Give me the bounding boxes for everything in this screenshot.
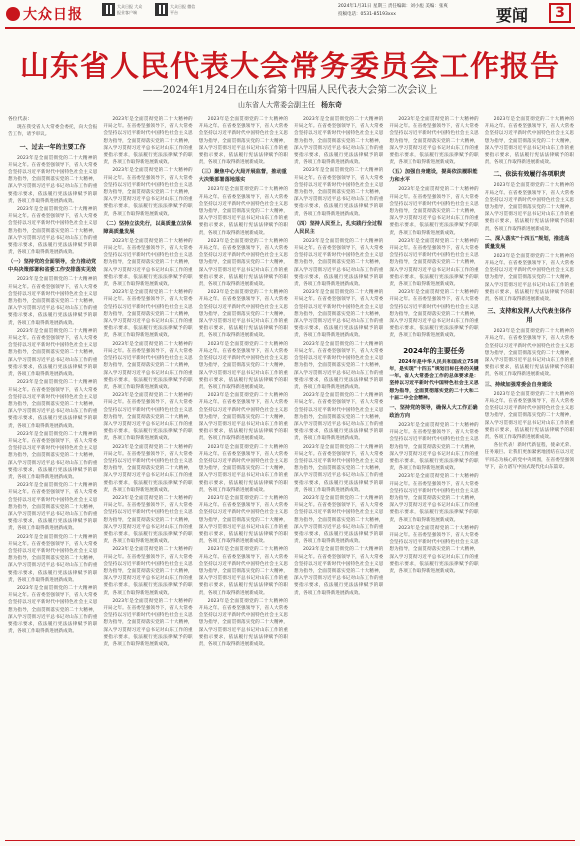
body-paragraph: 2023年是全面贯彻党的二十大精神的开局之年。在省委坚强领导下，省人大常委会坚持以习近平新时代中国特色社会主义思想为指导，全面贯彻落实党的二十大精神，深入学习贯彻习近平总书记对山东工作的重要指示要求，依法履行宪法法律赋予的职责，各项工作取得新进展新成效。 — [103, 444, 193, 493]
byline-name: 杨东奇 — [321, 101, 342, 109]
body-paragraph: 2023年是全面贯彻党的二十大精神的开局之年。在省委坚强领导下，省人大常委会坚持以习近平新时代中国特色社会主义思想为指导，全面贯彻落实党的二十大精神，深入学习贯彻习近平总书记对山东工作的重要指示要求，依法履行宪法法律赋予的职责，各项工作取得新进展新成效。 — [8, 155, 98, 204]
body-paragraph: 2023年是全面贯彻党的二十大精神的开局之年。在省委坚强领导下，省人大常委会坚持以习近平新时代中国特色社会主义思想为指导，全面贯彻落实党的二十大精神，深入学习贯彻习近平总书记对山东工作的重要指示要求，依法履行宪法法律赋予的职责，各项工作取得新进展新成效。 — [294, 290, 384, 339]
subsection-heading: 一、坚持党的领导，确保人大工作正确政治方向 — [389, 404, 478, 419]
subsection-heading: （一）坚持党的全面领导，全力推动党中央决策部署和省委工作安排落实见效 — [8, 259, 97, 274]
bottom-rule — [5, 840, 575, 841]
body-paragraph: 2023年是全面贯彻党的二十大精神的开局之年。在省委坚强领导下，省人大常委会坚持以习近平新时代中国特色社会主义思想为指导，全面贯彻落实党的二十大精神，深入学习贯彻习近平总书记对山东工作的重要指示要求，依法履行宪法法律赋予的职责，各项工作取得新进展新成效。 — [8, 534, 98, 583]
body-paragraph: 2023年是全面贯彻党的二十大精神的开局之年。在省委坚强领导下，省人大常委会坚持以习近平新时代中国特色社会主义思想为指导，全面贯彻落实党的二十大精神，深入学习贯彻习近平总书记对山东工作的重要指示要求，依法履行宪法法律赋予的职责，各项工作取得新进展新成效。 — [103, 168, 193, 217]
subsection-heading: （三）聚焦中心大局开展监督，推动重大决策部署落地落实 — [198, 169, 287, 184]
intro-paragraph: 现在我受省人大常委会委托，向大会报告工作，请予审议。 — [8, 125, 98, 138]
byline-role: 山东省人大常委会副主任 — [238, 101, 315, 109]
section-heading: 二、依法有效履行各项职责 — [493, 171, 566, 179]
body-paragraph: 2023年是全面贯彻党的二十大精神的开局之年。在省委坚强领导下，省人大常委会坚持以习近平新时代中国特色社会主义思想为指导，全面贯彻落实党的二十大精神，深入学习贯彻习近平总书记对山东工作的重要指示要求，依法履行宪法法律赋予的职责，各项工作取得新进展新成效。 — [8, 585, 98, 635]
article-column-5 — [389, 116, 478, 838]
body-paragraph: 2023年是全面贯彻党的二十大精神的开局之年。在省委坚强领导下，省人大常委会坚持以习近平新时代中国特色社会主义思想为指导，全面贯彻落实党的二十大精神，深入学习贯彻习近平总书记对山东工作的重要指示要求，依法履行宪法法律赋予的职责，各项工作取得新进展新成效。 — [389, 238, 479, 288]
app-promo-client — [102, 3, 143, 16]
body-paragraph: 2023年是全面贯彻党的二十大精神的开局之年。在省委坚强领导下，省人大常委会坚持以习近平新时代中国特色社会主义思想为指导，全面贯彻落实党的二十大精神，深入学习贯彻习近平总书记对山东工作的重要指示要求，依法履行宪法法律赋予的职责，各项工作取得新进展新成效。 — [484, 391, 574, 440]
body-paragraph: 2023年是全面贯彻党的二十大精神的开局之年。在省委坚强领导下，省人大常委会坚持以习近平新时代中国特色社会主义思想为指导，全面贯彻落实党的二十大精神，深入学习贯彻习近平总书记对山东工作的重要指示要求，依法履行宪法法律赋予的职责，各项工作取得新进展新成效。 — [198, 117, 288, 166]
body-paragraph: 2023年是全面贯彻党的二十大精神的开局之年。在省委坚强领导下，省人大常委会坚持以习近平新时代中国特色社会主义思想为指导，全面贯彻落实党的二十大精神，深入学习贯彻习近平总书记对山东工作的重要指示要求，依法履行宪法法律赋予的职责，各项工作取得新进展新成效。 — [389, 290, 479, 339]
body-paragraph: 2023年是全面贯彻党的二十大精神的开局之年。在省委坚强领导下，省人大常委会坚持以习近平新时代中国特色社会主义思想为指导，全面贯彻落实党的二十大精神，深入学习贯彻习近平总书记对山东工作的重要指示要求，依法履行宪法法律赋予的职责，各项工作取得新进展新成效。 — [294, 444, 384, 493]
body-paragraph: 2023年是全面贯彻党的二十大精神的开局之年。在省委坚强领导下，省人大常委会坚持以习近平新时代中国特色社会主义思想为指导，全面贯彻落实党的二十大精神，深入学习贯彻习近平总书记对山东工作的重要指示要求，依法履行宪法法律赋予的职责，各项工作取得新进展新成效。 — [103, 341, 193, 390]
subsection-heading: （五）加强自身建设，提高依法履职能力和水平 — [389, 169, 478, 184]
subsection-heading: 二、深入落实“十四五”规划，推进高质量发展 — [484, 235, 570, 250]
subsection-heading: （四）坚持人民至上，扎实践行全过程人民民主 — [294, 220, 383, 235]
body-paragraph: 2023年是全面贯彻党的二十大精神的开局之年。在省委坚强领导下，省人大常委会坚持以习近平新时代中国特色社会主义思想为指导，全面贯彻落实党的二十大精神，深入学习贯彻习近平总书记对山东工作的重要指示要求，依法履行宪法法律赋予的职责，各项工作取得新进展新成效。 — [294, 168, 384, 217]
top-rule — [5, 27, 575, 29]
body-paragraph: 2023年是全面贯彻党的二十大精神的开局之年。在省委坚强领导下，省人大常委会坚持以习近平新时代中国特色社会主义思想为指导，全面贯彻落实党的二十大精神，深入学习贯彻习近平总书记对山东工作的重要指示要求，依法履行宪法法律赋予的职责，各项工作取得新进展新成效。 — [294, 238, 384, 288]
body-paragraph: 2023年是全面贯彻党的二十大精神的开局之年。在省委坚强领导下，省人大常委会坚持以习近平新时代中国特色社会主义思想为指导，全面贯彻落实党的二十大精神，深入学习贯彻习近平总书记对山东工作的重要指示要求，依法履行宪法法律赋予的职责，各项工作取得新进展新成效。 — [8, 207, 98, 256]
body-paragraph: 2023年是全面贯彻党的二十大精神的开局之年。在省委坚强领导下，省人大常委会坚持以习近平新时代中国特色社会主义思想为指导，全面贯彻落实党的二十大精神，深入学习贯彻习近平总书记对山东工作的重要指示要求，依法履行宪法法律赋予的职责，各项工作取得新进展新成效。 — [198, 547, 288, 596]
closing-paragraph: 各位代表！新时代新征程，使命光荣、任务艰巨。让我们更加紧密地团结在以习近平同志为核心的党中央周围，在省委坚强领导下，奋力谱写中国式现代化山东篇章。 — [484, 443, 574, 470]
body-paragraph: 2023年是全面贯彻党的二十大精神的开局之年。在省委坚强领导下，省人大常委会坚持以习近平新时代中国特色社会主义思想为指导，全面贯彻落实党的二十大精神，深入学习贯彻习近平总书记对山东工作的重要指示要求，依法履行宪法法律赋予的职责，各项工作取得新进展新成效。 — [484, 329, 574, 378]
body-paragraph: 2023年是全面贯彻党的二十大精神的开局之年。在省委坚强领导下，省人大常委会坚持以习近平新时代中国特色社会主义思想为指导，全面贯彻落实党的二十大精神，深入学习贯彻习近平总书记对山东工作的重要指示要求，依法履行宪法法律赋予的职责，各项工作取得新进展新成效。 — [389, 525, 479, 574]
body-paragraph: 2023年是全面贯彻党的二十大精神的开局之年。在省委坚强领导下，省人大常委会坚持以习近平新时代中国特色社会主义思想为指导，全面贯彻落实党的二十大精神，深入学习贯彻习近平总书记对山东工作的重要指示要求，依法履行宪法法律赋予的职责，各项工作取得新进展新成效。 — [294, 341, 384, 390]
body-paragraph: 2023年是全面贯彻党的二十大精神的开局之年。在省委坚强领导下，省人大常委会坚持以习近平新时代中国特色社会主义思想为指导，全面贯彻落实党的二十大精神，深入学习贯彻习近平总书记对山东工作的重要指示要求，依法履行宪法法律赋予的职责，各项工作取得新进展新成效。 — [294, 117, 384, 166]
body-paragraph: 2023年是全面贯彻党的二十大精神的开局之年。在省委坚强领导下，省人大常委会坚持以习近平新时代中国特色社会主义思想为指导，全面贯彻落实党的二十大精神，深入学习贯彻习近平总书记对山东工作的重要指示要求，依法履行宪法法律赋予的职责，各项工作取得新进展新成效。 — [198, 495, 288, 545]
body-paragraph: 2023年是全面贯彻党的二十大精神的开局之年。在省委坚强领导下，省人大常委会坚持以习近平新时代中国特色社会主义思想为指导，全面贯彻落实党的二十大精神，深入学习贯彻习近平总书记对山东工作的重要指示要求，依法履行宪法法律赋予的职责，各项工作取得新进展新成效。 — [8, 483, 98, 532]
body-paragraph: 2023年是全面贯彻党的二十大精神的开局之年。在省委坚强领导下，省人大常委会坚持以习近平新时代中国特色社会主义思想为指导，全面贯彻落实党的二十大精神，深入学习贯彻习近平总书记对山东工作的重要指示要求，依法履行宪法法律赋予的职责，各项工作取得新进展新成效。 — [198, 238, 288, 288]
logo-seal-icon — [6, 7, 20, 21]
body-paragraph: 2023年是全面贯彻党的二十大精神的开局之年。在省委坚强领导下，省人大常委会坚持以习近平新时代中国特色社会主义思想为指导，全面贯彻落实党的二十大精神，深入学习贯彻习近平总书记对山东工作的重要指示要求，依法履行宪法法律赋予的职责，各项工作取得新进展新成效。 — [103, 495, 193, 545]
qr-code-icon — [155, 3, 168, 16]
body-paragraph: 2023年是全面贯彻党的二十大精神的开局之年。在省委坚强领导下，省人大常委会坚持以习近平新时代中国特色社会主义思想为指导，全面贯彻落实党的二十大精神，深入学习贯彻习近平总书记对山东工作的重要指示要求，依法履行宪法法律赋予的职责，各项工作取得新进展新成效。 — [8, 380, 98, 429]
salutation: 各位代表： — [8, 117, 32, 122]
edition-meta-line2: 投稿电话：0531-85193xxx — [338, 12, 396, 17]
body-paragraph: 2023年是全面贯彻党的二十大精神的开局之年。在省委坚强领导下，省人大常委会坚持以习近平新时代中国特色社会主义思想为指导，全面贯彻落实党的二十大精神，深入学习贯彻习近平总书记对山东工作的重要指示要求，依法履行宪法法律赋予的职责，各项工作取得新进展新成效。 — [484, 117, 574, 166]
section-heading: 一、过去一年的主要工作 — [19, 143, 86, 151]
year-tasks-heading: 2024年的主要任务 — [403, 346, 465, 355]
body-paragraph: 2023年是全面贯彻党的二十大精神的开局之年。在省委坚强领导下，省人大常委会坚持以习近平新时代中国特色社会主义思想为指导，全面贯彻落实党的二十大精神，深入学习贯彻习近平总书记对山东工作的重要指示要求，依法履行宪法法律赋予的职责，各项工作取得新进展新成效。 — [389, 187, 479, 236]
edition-meta-line1: 2024年1月31日 星期三 责任编辑：刘小彪 美编：张爽 — [338, 4, 448, 9]
year-tasks-lead: 2024年是中华人民共和国成立75周年，是实现“十四五”规划目标任务的关键一年。省人大常委会工作的总体要求是：坚持以习近平新时代中国特色社会主义思想为指导，全面贯彻落实党的二十大和二十届二中全会精神。 — [389, 359, 479, 401]
body-paragraph: 2023年是全面贯彻党的二十大精神的开局之年。在省委坚强领导下，省人大常委会坚持以习近平新时代中国特色社会主义思想为指导，全面贯彻落实党的二十大精神，深入学习贯彻习近平总书记对山东工作的重要指示要求，依法履行宪法法律赋予的职责，各项工作取得新进展新成效。 — [198, 341, 288, 390]
body-paragraph: 2023年是全面贯彻党的二十大精神的开局之年。在省委坚强领导下，省人大常委会坚持以习近平新时代中国特色社会主义思想为指导，全面贯彻落实党的二十大精神，深入学习贯彻习近平总书记对山东工作的重要指示要求，依法履行宪法法律赋予的职责，各项工作取得新进展新成效。 — [8, 277, 98, 326]
body-paragraph: 2023年是全面贯彻党的二十大精神的开局之年。在省委坚强领导下，省人大常委会坚持以习近平新时代中国特色社会主义思想为指导，全面贯彻落实党的二十大精神，深入学习贯彻习近平总书记对山东工作的重要指示要求，依法履行宪法法律赋予的职责，各项工作取得新进展新成效。 — [389, 117, 479, 166]
section-label: 要闻 — [496, 6, 529, 25]
body-paragraph: 2023年是全面贯彻党的二十大精神的开局之年。在省委坚强领导下，省人大常委会坚持以习近平新时代中国特色社会主义思想为指导，全面贯彻落实党的二十大精神，深入学习贯彻习近平总书记对山东工作的重要指示要求，依法履行宪法法律赋予的职责，各项工作取得新进展新成效。 — [198, 187, 288, 236]
body-paragraph: 2023年是全面贯彻党的二十大精神的开局之年。在省委坚强领导下，省人大常委会坚持以习近平新时代中国特色社会主义思想为指导，全面贯彻落实党的二十大精神，深入学习贯彻习近平总书记对山东工作的重要指示要求，依法履行宪法法律赋予的职责，各项工作取得新进展新成效。 — [198, 444, 288, 493]
body-paragraph: 2023年是全面贯彻党的二十大精神的开局之年。在省委坚强领导下，省人大常委会坚持以习近平新时代中国特色社会主义思想为指导，全面贯彻落实党的二十大精神，深入学习贯彻习近平总书记对山东工作的重要指示要求，依法履行宪法法律赋予的职责，各项工作取得新进展新成效。 — [198, 290, 288, 339]
edition-meta — [338, 3, 448, 19]
article-body — [8, 116, 574, 838]
app-promo-label: 大众日报 微信平台 — [170, 3, 196, 15]
body-paragraph: 2023年是全面贯彻党的二十大精神的开局之年。在省委坚强领导下，省人大常委会坚持以习近平新时代中国特色社会主义思想为指导，全面贯彻落实党的二十大精神，深入学习贯彻习近平总书记对山东工作的重要指示要求，依法履行宪法法律赋予的职责，各项工作取得新进展新成效。 — [103, 393, 193, 442]
app-promo-label: 大众日报 大众报业客户端 — [117, 3, 143, 15]
body-paragraph: 2023年是全面贯彻党的二十大精神的开局之年。在省委坚强领导下，省人大常委会坚持以习近平新时代中国特色社会主义思想为指导，全面贯彻落实党的二十大精神，深入学习贯彻习近平总书记对山东工作的重要指示要求，依法履行宪法法律赋予的职责，各项工作取得新进展新成效。 — [8, 328, 98, 378]
headline: 山东省人民代表大会常务委员会工作报告 — [19, 49, 560, 83]
body-paragraph: 2023年是全面贯彻党的二十大精神的开局之年。在省委坚强领导下，省人大常委会坚持以习近平新时代中国特色社会主义思想为指导，全面贯彻落实党的二十大精神，深入学习贯彻习近平总书记对山东工作的重要指示要求，依法履行宪法法律赋予的职责，各项工作取得新进展新成效。 — [103, 117, 193, 166]
body-paragraph: 2023年是全面贯彻党的二十大精神的开局之年。在省委坚强领导下，省人大常委会坚持以习近平新时代中国特色社会主义思想为指导，全面贯彻落实党的二十大精神，深入学习贯彻习近平总书记对山东工作的重要指示要求，依法履行宪法法律赋予的职责，各项工作取得新进展新成效。 — [103, 238, 193, 288]
byline — [0, 100, 580, 110]
article-column-6 — [485, 116, 574, 838]
logo-text: 大众日报 — [23, 7, 83, 23]
section-heading: 三、支持和发挥人大代表主体作用 — [487, 308, 572, 325]
body-paragraph: 2023年是全面贯彻党的二十大精神的开局之年。在省委坚强领导下，省人大常委会坚持以习近平新时代中国特色社会主义思想为指导，全面贯彻落实党的二十大精神，深入学习贯彻习近平总书记对山东工作的重要指示要求，依法履行宪法法律赋予的职责，各项工作取得新进展新成效。 — [389, 474, 479, 523]
newspaper-logo — [6, 4, 83, 24]
subheadline: ——2024年1月24日在山东省第十四届人民代表大会第二次会议上 — [142, 85, 438, 96]
body-paragraph: 2023年是全面贯彻党的二十大精神的开局之年。在省委坚强领导下，省人大常委会坚持以习近平新时代中国特色社会主义思想为指导，全面贯彻落实党的二十大精神，深入学习贯彻习近平总书记对山东工作的重要指示要求，依法履行宪法法律赋予的职责，各项工作取得新进展新成效。 — [8, 431, 98, 480]
subsection-heading: （二）坚持立法先行，以高质量立法保障高质量发展 — [103, 220, 192, 235]
app-promo-wechat — [155, 3, 196, 16]
app-promos — [102, 3, 196, 16]
article-column-4 — [294, 116, 383, 838]
body-paragraph: 2023年是全面贯彻党的二十大精神的开局之年。在省委坚强领导下，省人大常委会坚持以习近平新时代中国特色社会主义思想为指导，全面贯彻落实党的二十大精神，深入学习贯彻习近平总书记对山东工作的重要指示要求，依法履行宪法法律赋予的职责，各项工作取得新进展新成效。 — [103, 547, 193, 596]
body-paragraph: 2023年是全面贯彻党的二十大精神的开局之年。在省委坚强领导下，省人大常委会坚持以习近平新时代中国特色社会主义思想为指导，全面贯彻落实党的二十大精神，深入学习贯彻习近平总书记对山东工作的重要指示要求，依法履行宪法法律赋予的职责，各项工作取得新进展新成效。 — [294, 547, 384, 596]
article-column-1 — [8, 116, 97, 838]
body-paragraph: 2023年是全面贯彻党的二十大精神的开局之年。在省委坚强领导下，省人大常委会坚持以习近平新时代中国特色社会主义思想为指导，全面贯彻落实党的二十大精神，深入学习贯彻习近平总书记对山东工作的重要指示要求，依法履行宪法法律赋予的职责，各项工作取得新进展新成效。 — [484, 183, 574, 232]
body-paragraph: 2023年是全面贯彻党的二十大精神的开局之年。在省委坚强领导下，省人大常委会坚持以习近平新时代中国特色社会主义思想为指导，全面贯彻落实党的二十大精神，深入学习贯彻习近平总书记对山东工作的重要指示要求，依法履行宪法法律赋予的职责，各项工作取得新进展新成效。 — [198, 393, 288, 442]
body-paragraph: 2023年是全面贯彻党的二十大精神的开局之年。在省委坚强领导下，省人大常委会坚持以习近平新时代中国特色社会主义思想为指导，全面贯彻落实党的二十大精神，深入学习贯彻习近平总书记对山东工作的重要指示要求，依法履行宪法法律赋予的职责，各项工作取得新进展新成效。 — [103, 598, 193, 648]
masthead — [0, 0, 580, 30]
body-paragraph: 2023年是全面贯彻党的二十大精神的开局之年。在省委坚强领导下，省人大常委会坚持以习近平新时代中国特色社会主义思想为指导，全面贯彻落实党的二十大精神，深入学习贯彻习近平总书记对山东工作的重要指示要求，依法履行宪法法律赋予的职责，各项工作取得新进展新成效。 — [484, 253, 574, 303]
body-paragraph: 2023年是全面贯彻党的二十大精神的开局之年。在省委坚强领导下，省人大常委会坚持以习近平新时代中国特色社会主义思想为指导，全面贯彻落实党的二十大精神，深入学习贯彻习近平总书记对山东工作的重要指示要求，依法履行宪法法律赋予的职责，各项工作取得新进展新成效。 — [198, 598, 288, 648]
subsection-heading: 三、持续加强常委会自身建设 — [484, 381, 553, 388]
article-column-3 — [199, 116, 288, 838]
qr-code-icon — [102, 3, 115, 16]
page-number: 3 — [549, 3, 571, 23]
body-paragraph: 2023年是全面贯彻党的二十大精神的开局之年。在省委坚强领导下，省人大常委会坚持以习近平新时代中国特色社会主义思想为指导，全面贯彻落实党的二十大精神，深入学习贯彻习近平总书记对山东工作的重要指示要求，依法履行宪法法律赋予的职责，各项工作取得新进展新成效。 — [294, 393, 384, 442]
article-column-2 — [103, 116, 192, 838]
body-paragraph: 2023年是全面贯彻党的二十大精神的开局之年。在省委坚强领导下，省人大常委会坚持以习近平新时代中国特色社会主义思想为指导，全面贯彻落实党的二十大精神，深入学习贯彻习近平总书记对山东工作的重要指示要求，依法履行宪法法律赋予的职责，各项工作取得新进展新成效。 — [294, 495, 384, 545]
body-paragraph: 2023年是全面贯彻党的二十大精神的开局之年。在省委坚强领导下，省人大常委会坚持以习近平新时代中国特色社会主义思想为指导，全面贯彻落实党的二十大精神，深入学习贯彻习近平总书记对山东工作的重要指示要求，依法履行宪法法律赋予的职责，各项工作取得新进展新成效。 — [389, 422, 479, 472]
body-paragraph: 2023年是全面贯彻党的二十大精神的开局之年。在省委坚强领导下，省人大常委会坚持以习近平新时代中国特色社会主义思想为指导，全面贯彻落实党的二十大精神，深入学习贯彻习近平总书记对山东工作的重要指示要求，依法履行宪法法律赋予的职责，各项工作取得新进展新成效。 — [103, 290, 193, 339]
